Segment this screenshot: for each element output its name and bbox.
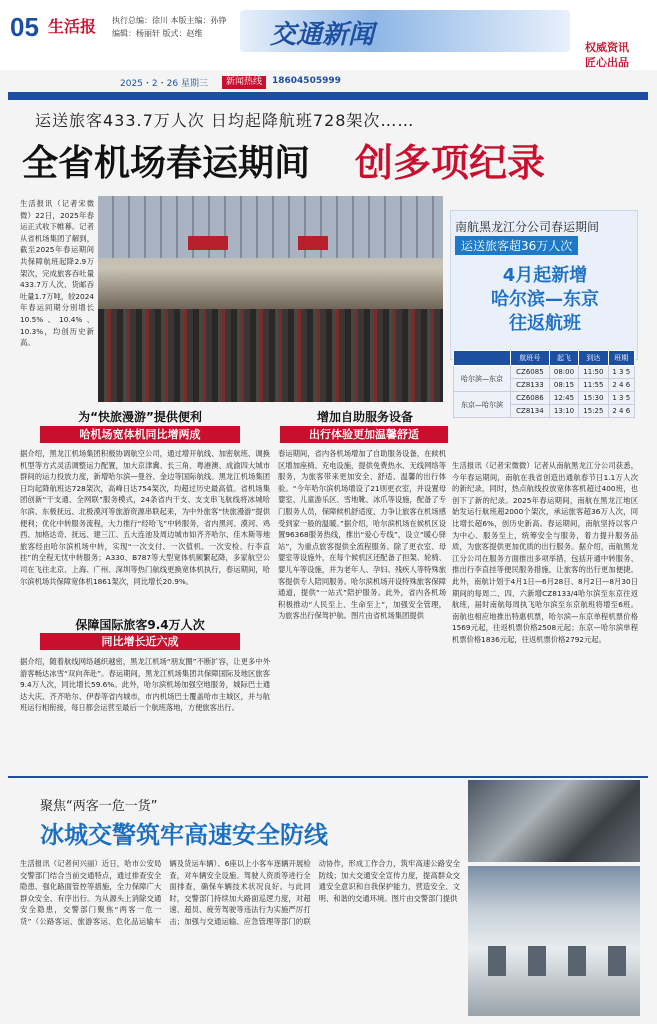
toll-gate — [488, 946, 506, 976]
highway-toll-photo — [468, 866, 640, 1016]
table-header-row — [454, 351, 635, 366]
section-1-text: 据介绍，黑龙江机场集团积极协调航空公司，通过增开航线、加密航班、调换机型等方式灵活调整运力配置，加大京津冀、长三角、粤港澳、成渝四大城市群间的运力投放力度，新增哈尔滨—曼谷、金边等国际航线。黑龙江机场集团日均起降航班达728架次，高峰日达754架次，均超过历史最高值。省机场集团创新“干支通、全网联”服务模式，24条省内干支、支支串飞航线将冰城哈尔滨、东极抚远、北极漠河等旅游资源串联起来，为中外旅客“快旅漫游”提供便利；优化中转服务流程，大力推行“经哈飞”中转服务，省内黑河、漠河、鸡西、加格达奇、抚远、建三江、五大连池及周边城市如齐齐哈尔、佳木斯等地旅客经由哈尔滨机场中转，实现“一次支付、一次值机、一次安检、行李直挂”的全程无忧中转服务；A330、B787等大型宽体机频繁起降，多家航空公司在飞往北京、上海、广州、深圳等热门航线更换宽体机执行，春运期间，哈尔滨机场共保障宽体机1861架次，同比增长20.9%。 — [20, 449, 270, 586]
table-cell: 1 3 5 — [608, 366, 634, 379]
section-2-bar: 同比增长近六成 — [40, 633, 240, 650]
section-2-text: 据介绍，随着航线网络越织越密，黑龙江机场“朋友圈”不断扩容，让更多中外游客畅达冰雪“双向奔赴”。春运期间，黑龙江机场集团共保障国际及地区旅客9.4万人次，同比增长59.6%。此外，哈尔滨机场加强空地服务，城际巴士通达大庆、齐齐哈尔、伊春等省内城市，市内机场巴士覆盖哈市主城区，并与航班运行相衔接，每日都会运营至最后一个航班落地，方便旅客出行。 — [20, 657, 270, 713]
section-title: 交通新闻 — [270, 20, 375, 50]
table-cell: 11:50 — [579, 366, 608, 379]
table-row — [454, 392, 635, 405]
table-cell: 13:10 — [549, 405, 578, 418]
subheadline: 运送旅客433.7万人次 日均起降航班728架次…… — [35, 111, 415, 130]
section-2-title: 保障国际旅客9.4万人次 — [75, 618, 205, 632]
section-divider — [8, 776, 648, 778]
toll-gate — [568, 946, 586, 976]
passenger-crowd — [98, 309, 443, 402]
traffic-focus: 聚焦“两客一危一货” — [40, 799, 158, 814]
staff-line-1: 执行总编：徐川 本版主编：孙铮 — [112, 16, 227, 25]
flight-schedule-table — [453, 350, 635, 418]
lead-paragraph: 生活报讯（记者宋微微）22日，2025年春运正式收下帷幕。记者从省机场集团了解到，截至2025年春运期间共保障航班起降2.9万架次，完成旅客吞吐量433.7万人次、货邮吞吐量1.7万吨，较2024年春运同期分别增长10.5%、10.4%、10.3%，均创历史新高。 — [20, 199, 94, 348]
table-cell: 15:30 — [579, 392, 608, 405]
table-header: 班期 — [608, 351, 634, 366]
table-cell: 08:00 — [549, 366, 578, 379]
slogan-line-2: 匠心出品 — [585, 56, 629, 69]
sidebar-headline-line-3: 往返航班 — [509, 313, 581, 334]
route-label: 东京—哈尔滨 — [454, 392, 511, 418]
page-number: 05 — [10, 12, 39, 42]
table-cell: 1 3 5 — [608, 392, 634, 405]
table-cell: 2 4 6 — [608, 405, 634, 418]
sidebar-article: 生活报讯（记者宋微微）记者从南航黑龙江分公司获悉，今年春运期间，南航在我省创造出通航春节日1.1万人次的新纪录，同时，热点航线投放宽体客机超过400班，也创下了新的纪录。2025年春运期间，南航在黑龙江地区始发运行航班超2000个架次，承运旅客超36万人次，同比增长超6%，创历史新高。春运期间，南航坚持以客户为中心、服务至上，统筹安全与服务，着力提升服务品质，为旅客提供更加优质的出行服务。据介绍，南航黑龙江分公司在服务方面推出多项举措，包括开通中转服务、推出行李直挂等便民服务措施，让旅客的出行更加便捷。此外，南航计划于4月1日—6月28日、8月2日—8月30日期间的每周二、四、六新增CZ8133/4哈尔滨至东京往返航班，届时南航每周执飞哈尔滨至东京航班将增至6班。南航也相应地推出特惠机票，哈尔滨—东京单程机票价格1569元起，往返机票价格2508元起；东京—哈尔滨单程机票价格1836元起，往返机票价格2792元起。 — [452, 461, 638, 644]
table-cell: 08:15 — [549, 379, 578, 392]
table-header: 航班号 — [511, 351, 550, 366]
table-row — [454, 366, 635, 379]
traffic-police-photo — [468, 780, 640, 862]
headline-black: 全省机场春运期间 — [22, 142, 311, 184]
table-header: 起飞 — [549, 351, 578, 366]
sidebar-title-1: 南航黑龙江分公司春运期间 — [455, 220, 600, 234]
table-cell: CZ6086 — [511, 392, 550, 405]
table-cell: CZ6085 — [511, 366, 550, 379]
issue-date: 2025・2・26 星期三 — [120, 79, 208, 89]
headline-red: 创多项纪录 — [355, 140, 546, 185]
table-cell: 12:45 — [549, 392, 578, 405]
table-cell: CZ8134 — [511, 405, 550, 418]
section-3-bar: 出行体验更加温馨舒适 — [280, 426, 448, 443]
table-cell: 15:25 — [579, 405, 608, 418]
section-1-bar: 哈机场宽体机同比增两成 — [40, 426, 240, 443]
toll-gate — [528, 946, 546, 976]
staff-credits — [112, 14, 227, 40]
newspaper-name: 生活报 — [48, 17, 97, 36]
traffic-article: 生活报讯（记者何兴丽）近日，哈市公安局交警部门结合当前交通特点，通过排查安全隐患、强化路面管控等措施，全力保障广大群众安全、有序出行。为从源头上消除交通安全隐患，交警部门聚焦“两客一危一货”（公路客运、旅游客运、危化品运输车辆及货运车辆）、6座以上小客车逐辆开展检查，对车辆安全设施、驾驶人资质等进行全面排查，确保车辆技术状况良好。与此同时，交警部门持续加大路面巡逻力度，对超速、超员、疲劳驾驶等违法行为实施严厉打击；加强与交通运输、应急管理等部门的联动协作，形成工作合力，筑牢高速公路安全防线；加大交通安全宣传力度，提高群众交通安全意识和自我保护能力，营造安全、文明、和谐的交通环境。图片由交警部门提供 — [20, 859, 460, 926]
hotline-number: 18604505999 — [272, 76, 341, 86]
top-rule — [8, 92, 648, 100]
route-label: 哈尔滨—东京 — [454, 366, 511, 392]
section-3-text: 春运期间，省内各机场增加了自助服务设备，在候机区增加座椅、充电设施，提供免费热水、无线网络等服务，为旅客带来更加安全、舒适、温馨的出行体验。“今年哈尔滨机场增设了21则更衣室，并设置母婴室、儿童游乐区、雪地靴、冰爪等设施，配备了专门服务人员，保障候机舒适度，力争让旅客在机场感受到家一般的温暖。”据介绍，哈尔滨机场在候机区设置96368服务热线，推出“爱心专线”，设立“暖心驿站”，为重点旅客提供全流程服务。除了更衣室、母婴室等设施外，在每个候机区还配备了担架、轮椅、婴儿车等设施，并为老年人、孕妇、残疾人等特殊旅客提供专人陪同服务。哈尔滨机场开设特殊旅客保障通道，提供“一站式”陪护服务。此外，省内各机场积极推动“人民至上、生命至上”，加强安全管理，为旅客出行保驾护航。图片由省机场集团提供 — [278, 449, 446, 621]
terminal-sign — [188, 236, 228, 250]
sidebar-headline-line-2: 哈尔滨—东京 — [491, 289, 599, 310]
section-1-title: 为“快旅漫游”提供便利 — [78, 410, 202, 424]
sidebar-title-2: 运送旅客超36万人次 — [455, 236, 578, 255]
slogan — [585, 40, 629, 70]
toll-gate — [608, 946, 626, 976]
table-header: 到达 — [579, 351, 608, 366]
staff-line-2: 编辑：杨丽轩 版式：赵维 — [112, 29, 203, 38]
airport-crowd-photo — [98, 196, 443, 402]
terminal-roof — [98, 196, 443, 258]
table-cell: 2 4 6 — [608, 379, 634, 392]
table-header — [454, 351, 511, 366]
terminal-sign — [298, 236, 328, 250]
sidebar-headline-line-1: 4月起新增 — [502, 265, 588, 286]
slogan-line-1: 权威资讯 — [585, 41, 629, 54]
sidebar-headline — [455, 264, 635, 336]
hotline-label: 新闻热线 — [222, 76, 266, 89]
section-3-title: 增加自助服务设备 — [316, 410, 413, 424]
traffic-headline: 冰城交警筑牢高速安全防线 — [40, 820, 328, 849]
table-cell: CZ8133 — [511, 379, 550, 392]
table-cell: 11:55 — [579, 379, 608, 392]
